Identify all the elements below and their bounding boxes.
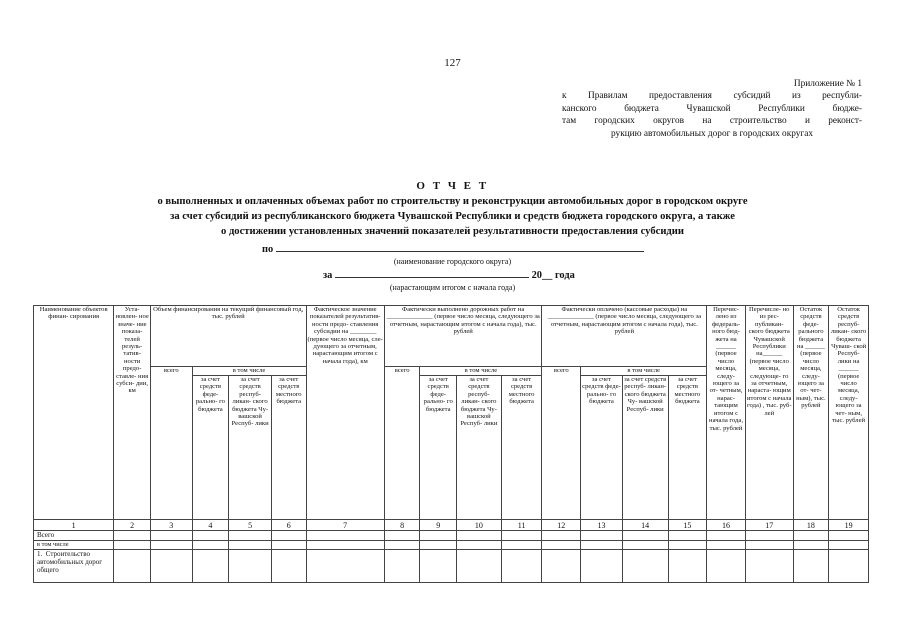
column-number: 17	[745, 520, 793, 531]
header-republic-transferred: Перечисле- но из рес- публикан- ского бюджета Чувашской Республики на______ (первое число месяца, следующе- го за отчетным, нараста- ющим итогом с начала года) , тыс. руб- лей	[745, 306, 793, 520]
header-local-funds: за счет средств местного бюджета	[271, 376, 306, 520]
district-field	[262, 242, 644, 255]
header-total: всего	[150, 367, 192, 520]
column-number: 15	[668, 520, 707, 531]
column-number: 11	[501, 520, 542, 531]
column-number: 4	[192, 520, 229, 531]
column-number: 12	[542, 520, 581, 531]
column-number-row	[34, 520, 869, 531]
row-label-including: в том числе	[34, 541, 114, 550]
page-number: 127	[444, 57, 461, 69]
period-label: за	[323, 270, 333, 281]
table-row-item	[34, 550, 869, 583]
appendix-line: рукцию автомобильных дорог в городских округах	[611, 128, 813, 139]
column-number: 9	[420, 520, 457, 531]
header-federal-balance: Остаток средств феде- рального бюджета на ______ (первое число месяца, следу- ющего за от- чет- ным), тыс. рублей	[793, 306, 829, 520]
header-republic-funds: за счет средств респуб- ликан- ского бюджета Чу- вашской Респуб- лики	[622, 376, 668, 520]
table-row-including	[34, 541, 869, 550]
header-paid: Фактически оплачено (кассовые расходы) на ______________ (первое число месяца, следующего за отчетным, нарастающим итогом с начала года), тыс. рублей	[542, 306, 707, 367]
column-number: 2	[114, 520, 151, 531]
column-number: 19	[829, 520, 869, 531]
report-subtitle: о выполненных и оплаченных объемах работ по строительству и реконструкции автомобильных дорог в городском округе	[157, 196, 748, 207]
header-republic-funds: за счет средств респуб- ликан- ского бюджета Чу- вашской Респуб- лики	[457, 376, 502, 520]
period-year: 20__ года	[531, 270, 575, 281]
column-number: 13	[581, 520, 623, 531]
column-number: 6	[271, 520, 306, 531]
row-label-item: 1. Строительство автомобильных дорог общего	[34, 550, 114, 583]
column-number: 1	[34, 520, 114, 531]
column-number: 16	[707, 520, 746, 531]
report-subtitle: о достижении установленных значений показателей результативности предоставления субсидии	[221, 226, 684, 237]
appendix-title: Приложение № 1	[793, 79, 862, 89]
appendix-line: канского бюджета Чувашской Республики бюдже-	[562, 103, 862, 114]
header-local-funds: за счет средств местного бюджета	[668, 376, 707, 520]
header-including: в том числе	[192, 367, 306, 376]
header-total: всего	[542, 367, 581, 520]
header-object-name: Наименование объектов финан- сирования	[34, 306, 114, 520]
report-subtitle: за счет субсидий из республиканского бюджета Чувашской Республики и средств бюджета городского округа, а также	[170, 211, 735, 222]
district-blank-line	[276, 242, 644, 252]
district-label: по	[262, 244, 274, 255]
header-republic-funds: за счет средств респуб- ликан- ского бюджета Чу- вашской Респуб- лики	[229, 376, 272, 520]
header-local-funds: за счет средств местного бюджета	[501, 376, 542, 520]
row-label-total: Всего	[34, 531, 114, 541]
header-row-1	[34, 306, 869, 367]
column-number: 7	[306, 520, 384, 531]
period-blank-line	[335, 268, 529, 278]
header-total: всего	[384, 367, 420, 520]
appendix-line: там городских округов на строительство и реконст-	[562, 116, 862, 127]
header-federal-funds: за счет средств феде- рально- го бюджета	[192, 376, 229, 520]
header-republic-balance: Остаток средств респуб- ликан- ского бюджета Чуваш- ской Респуб- лики на ______ (первое число месяца, следу- ющего за чет- ным, тыс. рублей	[829, 306, 869, 520]
report-title: О Т Ч Е Т	[416, 180, 489, 192]
column-number: 14	[622, 520, 668, 531]
report-table	[33, 305, 869, 583]
column-number: 5	[229, 520, 272, 531]
header-federal-funds: за счет средств феде- рально- го бюджета	[420, 376, 457, 520]
header-including: в том числе	[420, 367, 542, 376]
appendix-note	[562, 78, 862, 140]
column-number: 18	[793, 520, 829, 531]
table-row-total	[34, 531, 869, 541]
column-number: 8	[384, 520, 420, 531]
header-including: в том числе	[581, 367, 707, 376]
header-federal-transferred: Перечис- лено из федераль- ного бюд- жета на ______ (первое число месяца, следу- ющего за от- четным, нарас- тающим итогом с начала года, тыс. рублей	[707, 306, 746, 520]
header-federal-funds: за счет средств феде- рально- го бюджета	[581, 376, 623, 520]
header-actual-value: Фактическое значение показателей результатив- ности предо- ставления субсидии на ________ (первое число месяца, сле- дующего за отчетным, нарастающим итогом с начала года), км	[306, 306, 384, 520]
appendix-line: к Правилам предоставления субсидий из республи-	[562, 91, 862, 102]
column-number: 10	[457, 520, 502, 531]
header-funding-volume: Объем финансирования на текущий финансовый год, тыс. рублей	[150, 306, 306, 367]
period-hint: (нарастающим итогом с начала года)	[389, 283, 516, 292]
header-target-value: Уста- новлен- ное значе- ние показа- телей резуль- татив- ности предо- ставле- ния субси- дии, км	[114, 306, 151, 520]
header-work-done: Фактически выполнено дорожных работ на ______________ (первое число месяца, следующего за отчетным, нарастающим итогом с начала года), тыс. рублей	[384, 306, 542, 367]
period-field	[323, 268, 575, 281]
district-hint: (наименование городского округа)	[393, 257, 512, 266]
column-number: 3	[150, 520, 192, 531]
